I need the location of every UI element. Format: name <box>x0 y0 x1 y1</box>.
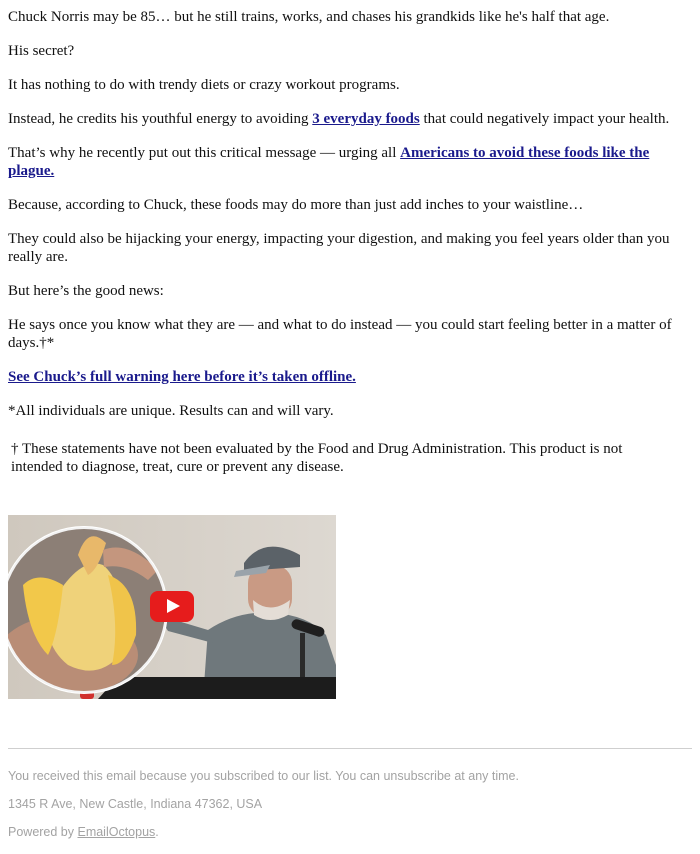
fda-disclaimer: † These statements have not been evaluated by the Food and Drug Administration. This product is not intended to diagnose, treat, cure or prevent any disease. <box>11 441 623 475</box>
powered-by-prefix: Powered by <box>8 825 78 839</box>
powered-by-suffix: . <box>155 825 159 839</box>
mailing-address: 1345 R Ave, New Castle, Indiana 47362, USA <box>8 797 263 811</box>
video-thumbnail[interactable] <box>8 515 336 699</box>
paragraph-energy: They could also be hijacking your energy, impacting your digestion, and making you feel years older than you really are. <box>8 231 670 265</box>
email-body <box>8 8 688 476</box>
paragraph-foods-text-after: that could negatively impact your health. <box>419 111 670 127</box>
paragraph-secret: His secret? <box>8 43 75 59</box>
footer-divider <box>8 748 692 749</box>
avoid-foods-link[interactable]: Americans to avoid these foods like the plague. <box>8 145 650 179</box>
paragraph-cta <box>8 368 688 386</box>
everyday-foods-link[interactable]: 3 everyday foods <box>312 111 420 127</box>
full-warning-link[interactable]: See Chuck’s full warning here before it’s taken offline. <box>8 369 356 385</box>
paragraph-message-text: That’s why he recently put out this critical message — urging all <box>8 145 401 161</box>
paragraph-days: He says once you know what they are — and what to do instead — you could start feeling better in a matter of days.†* <box>8 317 672 351</box>
emailoctopus-link[interactable]: EmailOctopus <box>77 825 156 839</box>
subscription-note: You received this email because you subscribed to our list. You can unsubscribe at any time. <box>8 769 519 783</box>
paragraph-foods <box>8 110 688 128</box>
paragraph-waistline: Because, according to Chuck, these foods may do more than just add inches to your waistline… <box>8 197 584 213</box>
paragraph-intro: Chuck Norris may be 85… but he still trains, works, and chases his grandkids like he's half that age. <box>8 9 610 25</box>
paragraph-foods-text-before: Instead, he credits his youthful energy to avoiding <box>8 111 313 127</box>
paragraph-diets: It has nothing to do with trendy diets or crazy workout programs. <box>8 77 400 93</box>
paragraph-message <box>8 144 688 180</box>
paragraph-results: *All individuals are unique. Results can and will vary. <box>8 403 334 419</box>
paragraph-good-news: But here’s the good news: <box>8 283 164 299</box>
powered-by <box>8 824 692 840</box>
play-icon[interactable] <box>150 591 194 622</box>
email-footer <box>8 768 692 852</box>
